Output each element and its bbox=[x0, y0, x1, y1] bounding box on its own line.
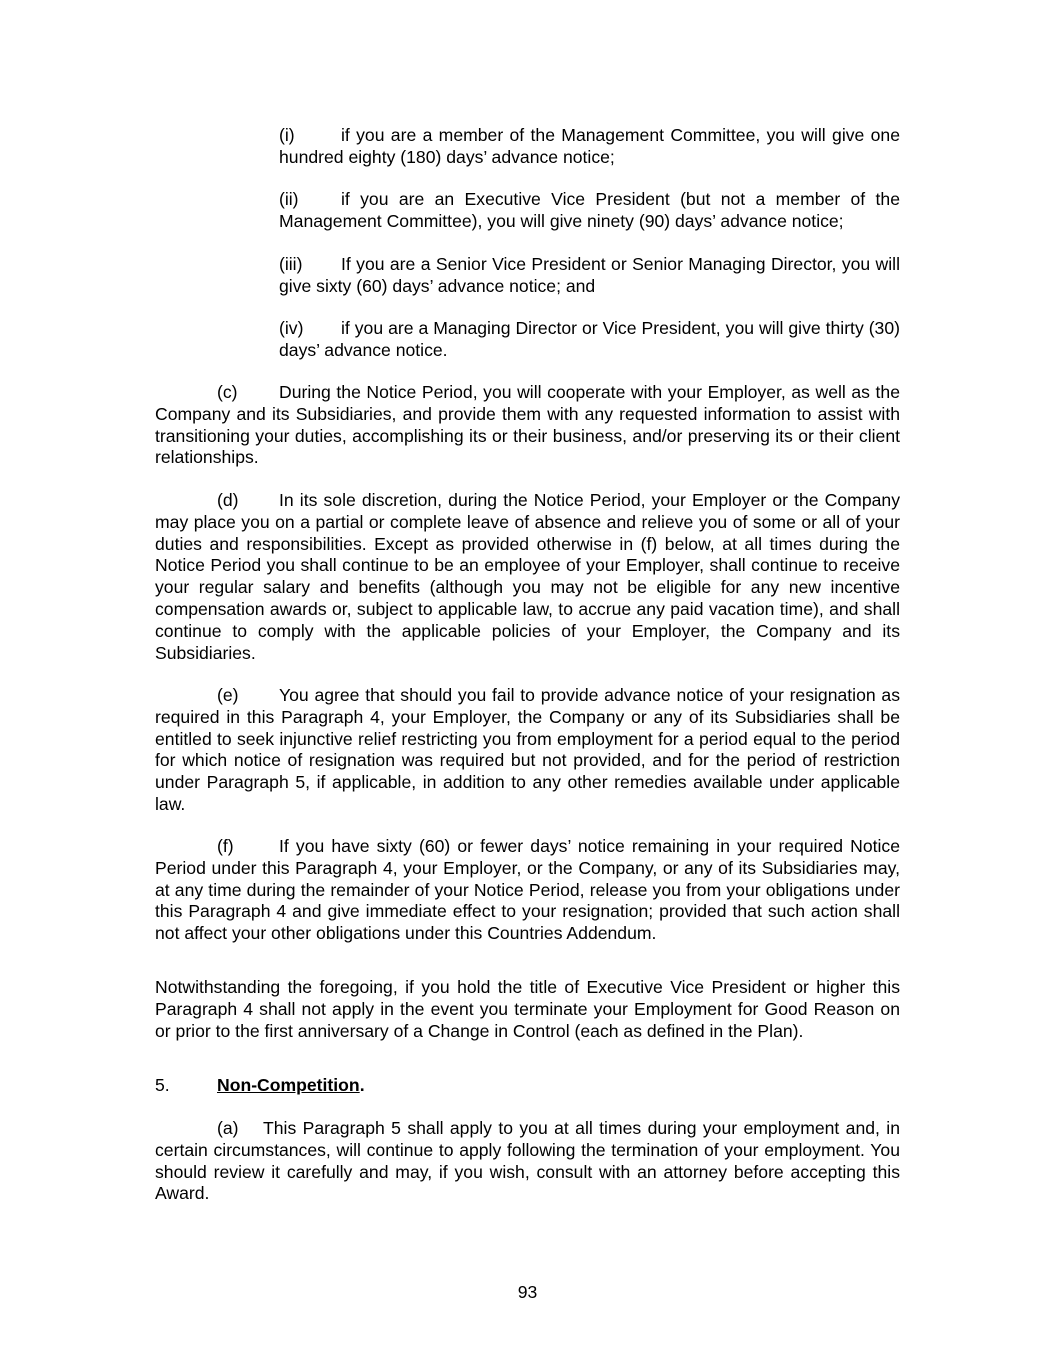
paragraph-text: In its sole discretion, during the Notice Period, your Employer or the Company may place you on a partial or complete leave of absence and relieve you of some or all of your duties and responsibilities. Except as provided otherwise in (f) below, at all times during the Notice Period you shall continue to be an employee of your Employer, shall continue to receive your regular salary and benefits (although you may not be eligible for any new incentive compensation awards or, subject to applicable law, to accrue any paid vacation time), and shall continue to comply with the applicable policies of your Employer, the Company and its Subsidiaries. bbox=[155, 490, 900, 663]
section-title: Non-Competition bbox=[217, 1075, 360, 1095]
notwithstanding-paragraph: Notwithstanding the foregoing, if you hold the title of Executive Vice President or higher this Paragraph 4 shall not apply in the event you terminate your Employment for Good Reason on or prior to the first anniversary of a Change in Control (each as defined in the Plan). bbox=[155, 977, 900, 1041]
subitem-text: if you are a member of the Management Committee, you will give one hundred eighty (180) days’ advance notice; bbox=[279, 125, 900, 167]
section-5-paragraph-a bbox=[155, 1118, 900, 1205]
paragraph-label: (d) bbox=[217, 490, 239, 510]
subitem-text: If you are a Senior Vice President or Senior Managing Director, you will give sixty (60) days’ advance notice; and bbox=[279, 254, 900, 296]
subitem-iv bbox=[279, 318, 900, 362]
paragraph-label: (e) bbox=[217, 685, 239, 705]
paragraph-c bbox=[155, 382, 900, 469]
section-5-heading bbox=[155, 1075, 900, 1097]
subitem-label: (iv) bbox=[279, 318, 304, 338]
page-number: 93 bbox=[517, 1282, 538, 1302]
paragraph-e bbox=[155, 685, 900, 816]
subitem-label: (i) bbox=[279, 125, 295, 145]
subitem-ii bbox=[279, 189, 900, 233]
subitem-text: if you are a Managing Director or Vice President, you will give thirty (30) days’ advance notice. bbox=[279, 318, 900, 360]
subitem-label: (iii) bbox=[279, 254, 303, 274]
paragraph-label: (c) bbox=[217, 382, 238, 402]
section-number: 5. bbox=[155, 1075, 170, 1095]
paragraph-d bbox=[155, 490, 900, 664]
subitem-i bbox=[279, 125, 900, 169]
paragraph-f bbox=[155, 836, 900, 945]
subitem-text: if you are an Executive Vice President (but not a member of the Management Committee), you will give ninety (90) days’ advance notice; bbox=[279, 189, 900, 231]
paragraph-text: This Paragraph 5 shall apply to you at all times during your employment and, in certain circumstances, will continue to apply following the termination of your employment. You should review it carefully and may, if you wish, consult with an attorney before accepting this Award. bbox=[155, 1118, 900, 1204]
subitem-iii bbox=[279, 254, 900, 298]
section-title-period: . bbox=[359, 1075, 365, 1095]
paragraph-text: During the Notice Period, you will cooperate with your Employer, as well as the Company and its Subsidiaries, and provide them with any requested information to assist with transitioning your duties, accomplishing its or their business, and/or preserving its or their client relationships. bbox=[155, 382, 900, 468]
paragraph-text: If you have sixty (60) or fewer days’ notice remaining in your required Notice Period under this Paragraph 4, your Employer, or the Company, or any of its Subsidiaries may, at any time during the remainder of your Notice Period, release you from your obligations under this Paragraph 4 and give immediate effect to your resignation; provided that such action shall not affect your other obligations under this Countries Addendum. bbox=[155, 836, 900, 944]
paragraph-label: (a) bbox=[217, 1118, 239, 1138]
paragraph-label: (f) bbox=[217, 836, 234, 856]
subitem-label: (ii) bbox=[279, 189, 299, 209]
paragraph-text: You agree that should you fail to provide advance notice of your resignation as required in this Paragraph 4, your Employer, the Company or any of its Subsidiaries shall be entitled to seek injunctive relief restricting you from employment for a period equal to the period for which notice of resignation was required but not provided, and for the period of restriction under Paragraph 5, if applicable, in addition to any other remedies available under applicable law. bbox=[155, 685, 900, 814]
